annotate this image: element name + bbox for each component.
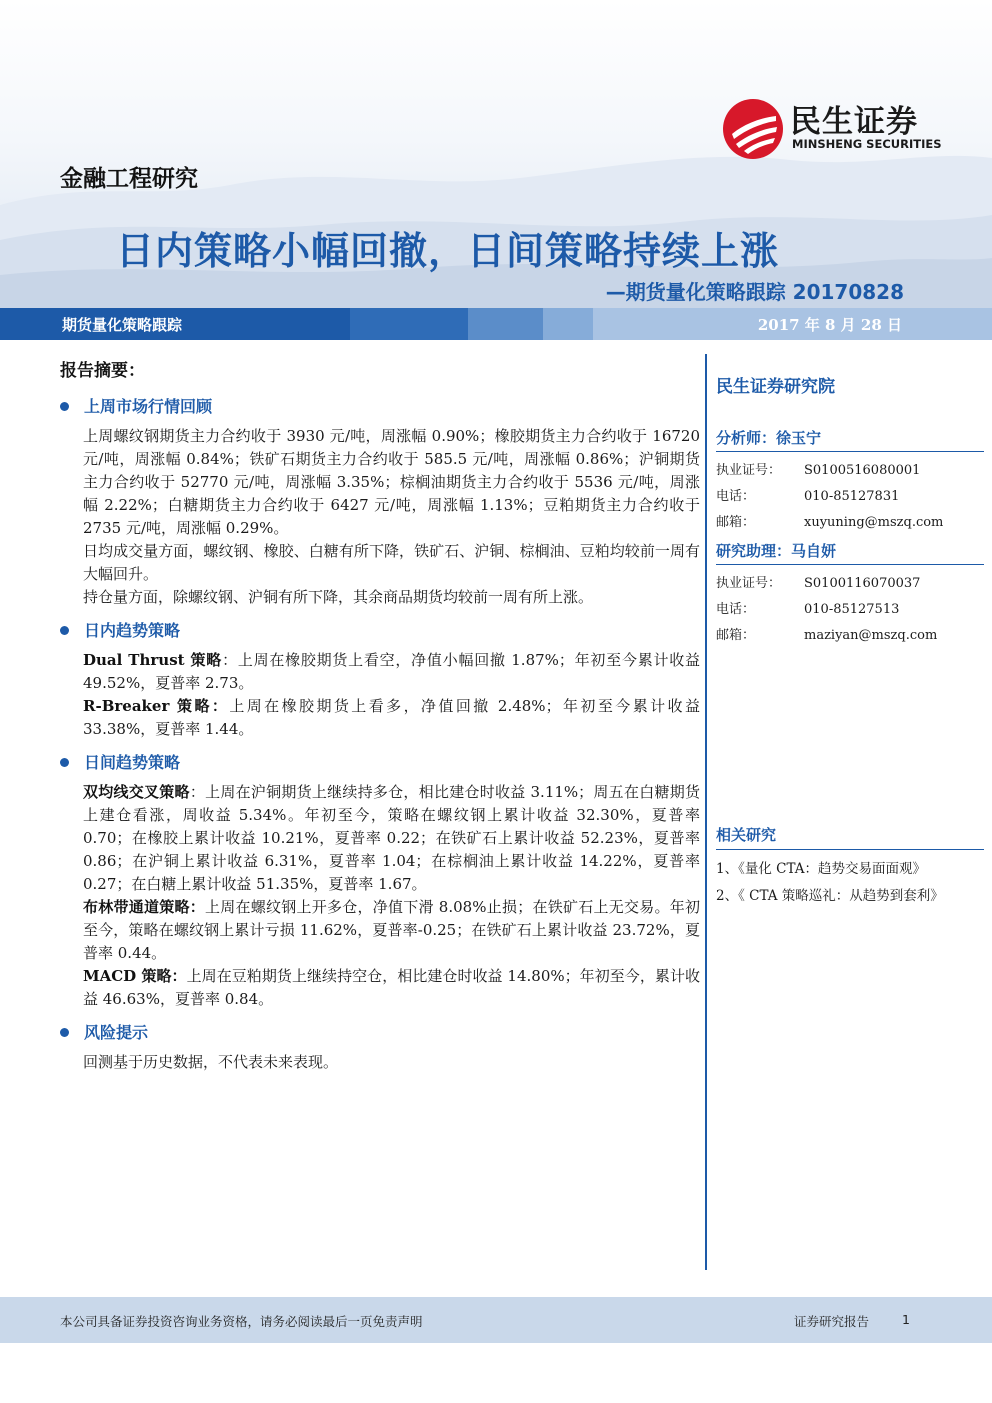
info-key: 执业证号：	[716, 463, 782, 478]
related-research-heading: 相关研究	[716, 824, 984, 850]
info-value: 010-85127831	[804, 489, 900, 504]
minsheng-logo-icon	[722, 98, 784, 160]
paragraph	[83, 965, 700, 1011]
abstract-heading: 报告摘要：	[60, 361, 145, 381]
column-divider	[705, 354, 707, 1270]
title-band	[0, 308, 992, 340]
paragraph	[83, 1051, 700, 1074]
paragraph-lead: 双均线交叉策略	[83, 783, 190, 801]
page-number: 1	[902, 1312, 910, 1327]
section-title: 风险提示	[84, 1023, 149, 1042]
assistant-license-row	[716, 571, 984, 597]
paragraph-text: 上周在豆粕期货上继续持空仓，相比建仓时收益 14.80%；年初至今，累计收益 46.63%，夏普率 0.84。	[83, 967, 700, 1008]
paragraph-text: 持仓量方面，除螺纹钢、沪铜有所下降，其余商品期货均较前一周有所上涨。	[83, 588, 594, 606]
info-key: 电话：	[716, 602, 756, 617]
section-title: 上周市场行情回顾	[84, 397, 213, 416]
paragraph	[83, 586, 700, 609]
assistant-email-link[interactable]: maziyan@mszq.com	[804, 628, 938, 643]
paragraph-lead: R-Breaker 策略：	[83, 697, 230, 715]
info-key: 电话：	[716, 489, 756, 504]
report-date: 2017 年 8 月 28 日	[757, 316, 902, 334]
report-title: 日内策略小幅回撤，日间策略持续上涨	[116, 229, 780, 273]
analyst-email-row	[716, 510, 984, 536]
info-value: 010-85127513	[804, 602, 900, 617]
paragraph-text: 上周螺纹钢期货主力合约收于 3930 元/吨，周涨幅 0.90%；橡胶期货主力合约收于 16720 元/吨，周涨幅 0.84%；铁矿石期货主力合约收于 585.5 元/吨，周涨幅 0.86%；沪铜期货主力合约收于 52770 元/吨，周涨幅 3.35%；棕榈油期货主力合约收于 5536 元/吨，周涨幅 2.22%；白糖期货主力合约收于 6427 元/吨，周涨幅 1.13%；豆粕期货主力合约收于 2735 元/吨，周涨幅 0.29%。	[83, 427, 700, 537]
assistant-phone-row	[716, 597, 984, 623]
analyst-license-row	[716, 458, 984, 484]
bullet-icon	[60, 1028, 69, 1037]
analyst-role: 分析师：徐玉宁	[716, 427, 984, 452]
paragraph	[83, 425, 700, 540]
band-segment	[350, 308, 468, 340]
paragraph-text: 上周在螺纹钢上开多仓，净值下滑 8.08%止损；在铁矿石上无交易。年初至今，策略在螺纹钢上累计亏损 11.62%，夏普率-0.25；在铁矿石上累计收益 23.72%，夏普率 0.44。	[83, 898, 700, 962]
report-header	[0, 0, 992, 310]
section-heading-interday-strategy	[60, 751, 700, 775]
footer-report-type: 证券研究报告	[794, 1314, 870, 1329]
paragraph	[83, 781, 700, 896]
info-value: S0100116070037	[804, 576, 921, 591]
bullet-icon	[60, 402, 69, 411]
brand-logo	[722, 96, 952, 158]
paragraph-text: 日均成交量方面，螺纹钢、橡胶、白糖有所下降，铁矿石、沪铜、棕榈油、豆粕均较前一周有大幅回升。	[83, 542, 700, 583]
institute-name: 民生证券研究院	[716, 377, 835, 397]
related-research-item[interactable]: 2、《 CTA 策略巡礼：从趋势到套利》	[716, 888, 944, 904]
paragraph-lead: MACD 策略：	[83, 967, 187, 985]
brand-name-en: MINSHENG SECURITIES	[792, 137, 942, 151]
section-title: 日内趋势策略	[84, 621, 181, 640]
paragraph	[83, 649, 700, 695]
series-label: 期货量化策略跟踪	[62, 316, 183, 334]
footer-disclaimer: 本公司具备证券投资咨询业务资格，请务必阅读最后一页免责声明	[60, 1314, 423, 1329]
related-research-item[interactable]: 1、《量化 CTA：趋势交易面面观》	[716, 861, 926, 877]
report-subtitle: —期货量化策略跟踪 20170828	[605, 280, 904, 304]
section-heading-risk-warning	[60, 1021, 700, 1045]
analyst-phone-row	[716, 484, 984, 510]
bullet-icon	[60, 758, 69, 767]
section-heading-market-review	[60, 395, 700, 419]
assistant-email-row	[716, 623, 984, 649]
paragraph-text: ：上周在沪铜期货上继续持多仓，相比建仓时收益 3.11%；周五在白糖期货上建仓看涨，周收益 5.34%。年初至今，策略在螺纹钢上累计收益 32.30%，夏普率 0.70；在橡胶上累计收益 10.21%，夏普率 0.22；在铁矿石上累计收益 52.23%，夏普率 0.86；在沪铜上累计收益 6.31%，夏普率 1.04；在棕榈油上累计收益 14.22%，夏普率 0.27；在白糖上累计收益 51.35%，夏普率 1.67。	[83, 783, 700, 893]
section-title: 日间趋势策略	[84, 753, 181, 772]
related-research-list	[716, 856, 984, 910]
sidebar	[716, 372, 984, 904]
paragraph-lead: Dual Thrust 策略	[83, 651, 223, 669]
band-segment	[543, 308, 593, 340]
page-footer	[0, 1297, 992, 1343]
band-segment	[468, 308, 543, 340]
analyst-email-link[interactable]: xuyuning@mszq.com	[804, 515, 944, 530]
paragraph-text: ：上周在橡胶期货上看空，净值小幅回撤 1.87%；年初至今累计收益 49.52%，夏普率 2.73。	[83, 651, 700, 692]
paragraph	[83, 896, 700, 965]
info-key: 邮箱：	[716, 628, 756, 643]
paragraph	[83, 695, 700, 741]
brand-name-cn: 民生证券	[790, 104, 918, 140]
paragraph-text: 回测基于历史数据，不代表未来表现。	[83, 1053, 339, 1071]
bullet-icon	[60, 626, 69, 635]
info-value: S0100516080001	[804, 463, 921, 478]
paragraph-lead: 布林带通道策略：	[83, 898, 206, 916]
section-heading-intraday-strategy	[60, 619, 700, 643]
info-key: 执业证号：	[716, 576, 782, 591]
paragraph	[83, 540, 700, 586]
info-key: 邮箱：	[716, 515, 756, 530]
paragraph-text: 上周在橡胶期货上看多，净值回撤 2.48%；年初至今累计收益 33.38%，夏普率 1.44。	[83, 697, 700, 738]
abstract	[60, 356, 700, 1074]
assistant-role: 研究助理：马自妍	[716, 540, 984, 565]
department-label: 金融工程研究	[60, 166, 198, 192]
